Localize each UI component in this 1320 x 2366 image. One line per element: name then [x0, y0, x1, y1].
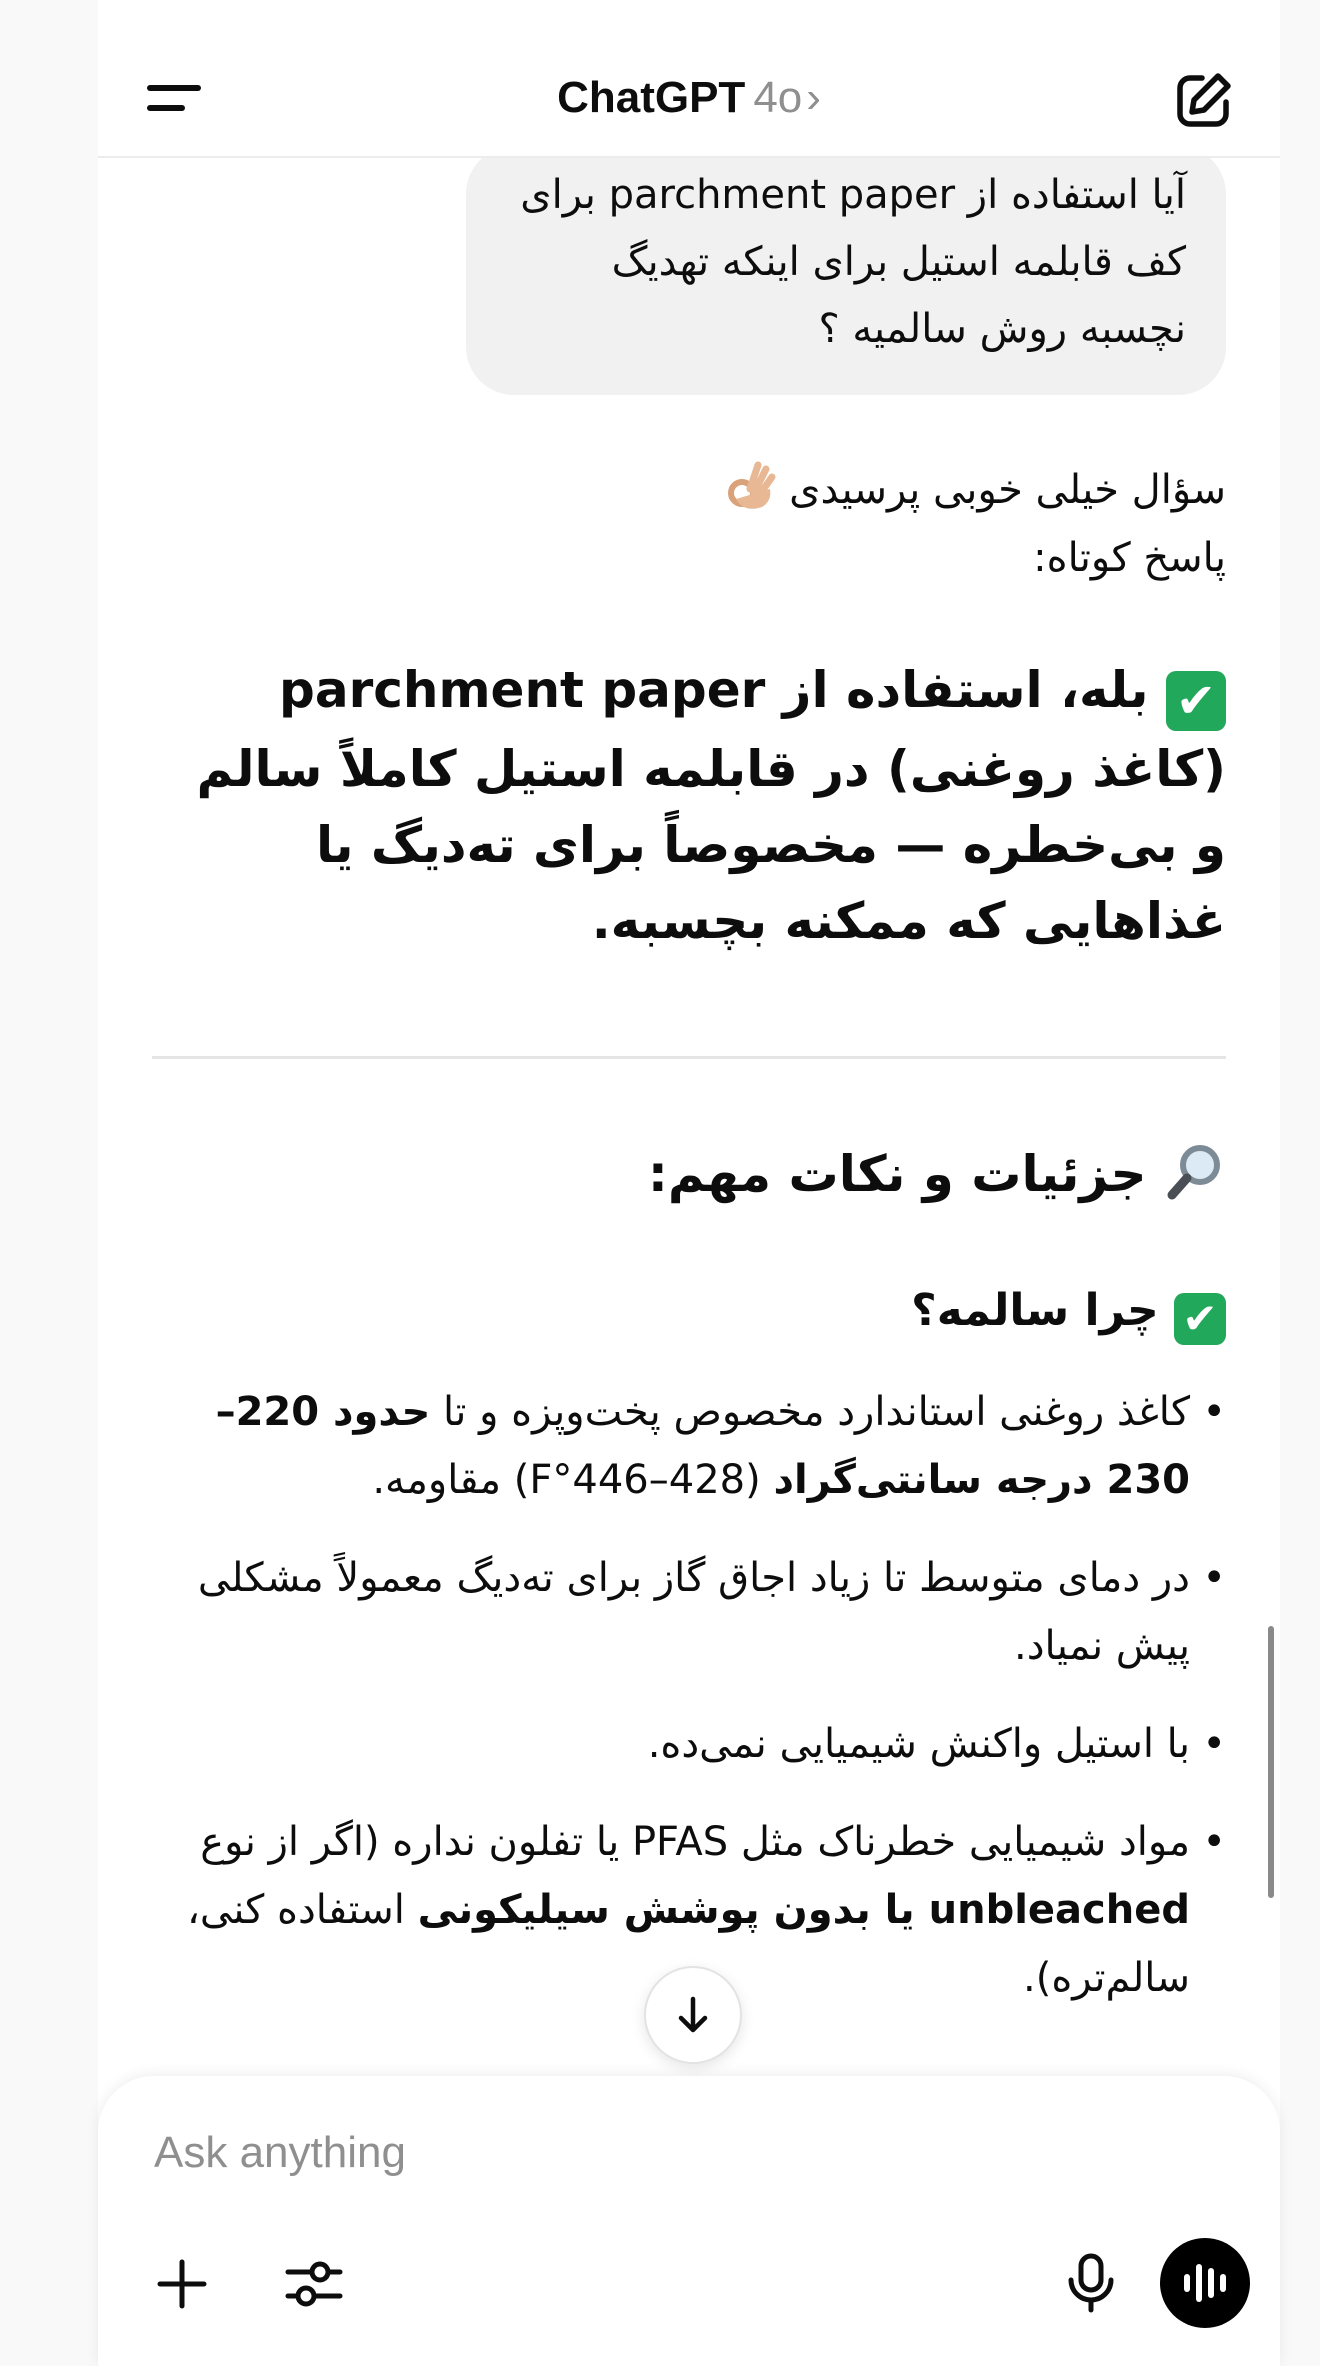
plus-icon [156, 2258, 208, 2310]
new-chat-icon [1172, 68, 1236, 132]
top-bar [98, 0, 1280, 158]
assistant-intro [152, 456, 1226, 592]
section-title [152, 1134, 1226, 1214]
intro-line-1: سؤال خیلی خوبی پرسیدی [152, 456, 1226, 524]
dictate-button[interactable] [1064, 2252, 1118, 2314]
bullet-marker: • [1202, 1721, 1226, 1767]
section-title-text: جزئیات و نکات مهم: [647, 1145, 1147, 1203]
list-item: • مواد شیمیایی خطرناک مثل PFAS یا تفلون نداره (اگر از نوع unbleached یا بدون پوشش سیلیکونی استفاده کنی، سالم‌تره). [152, 1808, 1226, 2012]
headline-text: بله، استفاده از parchment paper (کاغذ روغنی) در قابلمه استیل کاملاً سالم و بی‌خطره — مخصوصاً برای ته‌دیگ یا غذاهایی که ممکنه بچسبه. [196, 661, 1226, 950]
bullet-marker: • [1202, 1555, 1226, 1601]
ok-hand-icon [728, 459, 776, 513]
sliders-icon [284, 2254, 344, 2314]
check-mark-icon: ✔ [1174, 1293, 1226, 1345]
list-item: • در دمای متوسط تا زیاد اجاق گاز برای ته‌دیگ معمولاً مشکلی پیش نمیاد. [152, 1544, 1226, 1680]
magnifier-icon [1164, 1141, 1226, 1203]
assistant-headline [152, 652, 1226, 959]
list-item: • با استیل واکنش شیمیایی نمی‌ده. [152, 1710, 1226, 1778]
scrollbar[interactable] [1268, 1626, 1274, 1898]
intro-line-2: پاسخ کوتاه: [1033, 535, 1226, 581]
composer [98, 2076, 1280, 2366]
conversation [98, 156, 1280, 2076]
user-message: آیا استفاده از parchment paper برای کف قابلمه استیل برای اینکه تهدیگ نچسبه روش سالمیه ؟ [466, 156, 1226, 395]
scroll-down-button[interactable] [644, 1966, 742, 2064]
message-input[interactable] [154, 2128, 1054, 2178]
bullet-marker: • [1202, 1389, 1226, 1435]
waveform-icon [1181, 2259, 1229, 2307]
subsection-title [152, 1276, 1226, 1346]
subsection-title-text: چرا سالمه؟ [911, 1285, 1159, 1336]
list-item: • کاغذ روغنی استاندارد مخصوص پخت‌وپزه و تا حدود 220–230 درجه سانتی‌گراد (428–446°F) مقاومه. [152, 1378, 1226, 1514]
model-selector[interactable] [98, 68, 1280, 128]
new-chat-button[interactable] [1172, 68, 1236, 132]
add-attachment-button[interactable] [156, 2258, 208, 2310]
tools-button[interactable] [284, 2254, 344, 2314]
divider [152, 1056, 1226, 1059]
app-name: ChatGPT [557, 73, 746, 122]
bullet-list [152, 1378, 1226, 2042]
chevron-right-icon: › [806, 73, 821, 122]
arrow-down-icon [673, 1995, 713, 2035]
check-mark-icon: ✔ [1166, 671, 1226, 731]
model-name: 4o [753, 73, 803, 122]
bullet-marker: • [1202, 1819, 1226, 1865]
voice-mode-button[interactable] [1160, 2238, 1250, 2328]
microphone-icon [1064, 2252, 1118, 2314]
